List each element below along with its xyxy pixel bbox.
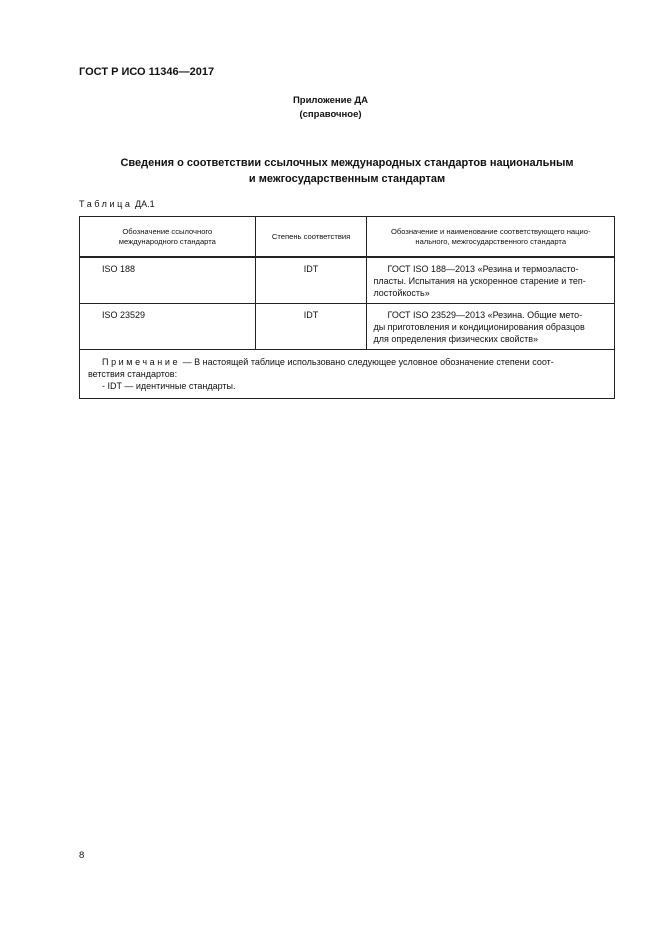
section-title <box>79 155 615 187</box>
header-national-standard: Обозначение и наименование соответствующего нацио- нального, межгосударственного стандарта <box>367 217 615 258</box>
table-note <box>80 350 615 399</box>
page-number: 8 <box>79 850 85 861</box>
note-label: Примечание <box>102 357 181 367</box>
cell-national-standard: ГОСТ ISO 23529—2013 «Резина. Общие мето- ды приготовления и кондиционирования образцов для определения физических свойств» <box>367 304 615 350</box>
cell-degree: IDT <box>255 257 367 304</box>
table-note-row <box>80 350 615 399</box>
table-row <box>80 257 615 304</box>
annex-title: Приложение ДА <box>292 95 369 106</box>
header-reference-standard: Обозначение ссылочного международного стандарта <box>80 217 256 258</box>
note-list-item: - IDT — идентичные стандарты. <box>102 381 236 391</box>
note-text-continuation: ветствия стандартов: <box>88 369 178 379</box>
standards-table <box>79 216 615 399</box>
section-title-line-1: Сведения о соответствии ссылочных международных стандартов национальным <box>120 157 574 169</box>
cell-standard: ISO 23529 <box>80 304 256 350</box>
cell-national-standard: ГОСТ ISO 188—2013 «Резина и термоэласто- пласты. Испытания на ускоренное старение и теп- лостойкость» <box>367 257 615 304</box>
cell-degree: IDT <box>255 304 367 350</box>
table-header-row <box>80 217 615 258</box>
note-text: — В настоящей таблице использовано следующее условное обозначение степени соот- <box>182 357 554 367</box>
table-label-id: ДА.1 <box>135 199 155 209</box>
table-label-word: Таблица <box>79 199 133 209</box>
document-header: ГОСТ Р ИСО 11346—2017 <box>79 66 215 78</box>
cell-standard: ISO 188 <box>80 257 256 304</box>
annex-subtitle: (справочное) <box>299 109 362 120</box>
header-degree: Степень соответствия <box>255 217 367 258</box>
section-title-line-2: и межгосударственным стандартам <box>248 173 446 185</box>
table-label <box>79 199 155 209</box>
table-row <box>80 304 615 350</box>
